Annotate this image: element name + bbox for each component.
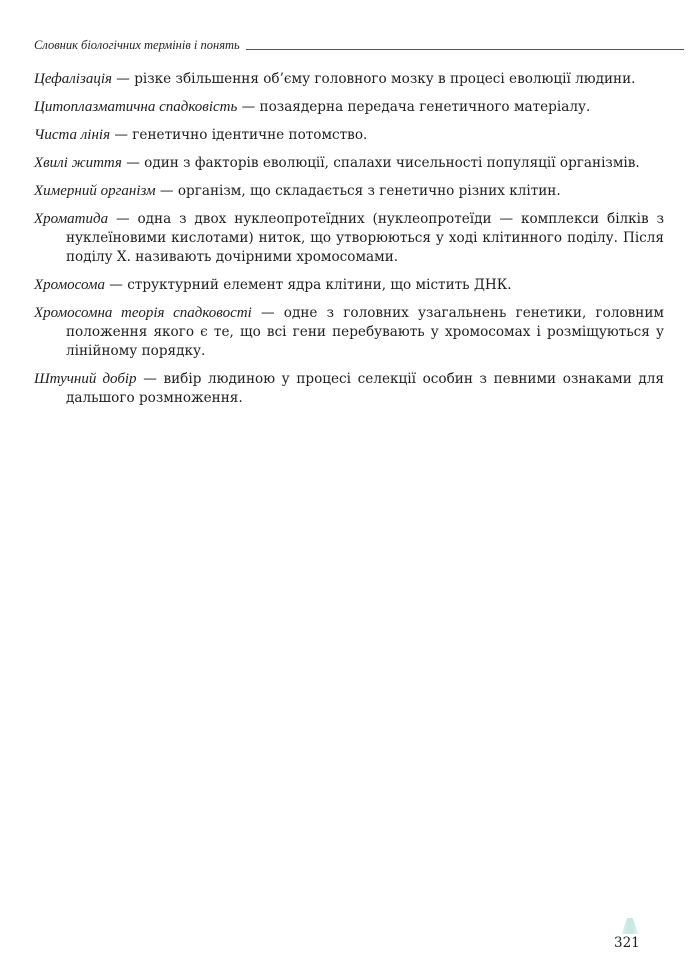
glossary-term: Чиста лінія xyxy=(34,127,111,143)
glossary-entry xyxy=(34,126,664,145)
glossary-entry xyxy=(34,210,664,267)
glossary-term: Цитоплазматична спадковість xyxy=(34,99,238,115)
glossary-term: Химерний організм xyxy=(34,183,156,199)
glossary-entry xyxy=(34,70,664,89)
glossary-term: Штучний добір xyxy=(34,371,137,387)
glossary-term: Хроматида xyxy=(34,211,109,227)
glossary-entry xyxy=(34,276,664,295)
glossary-definition: — одне з головних узагальнень генетики, головним положення якого є те, що всі гени перебувають у хромосомах і розміщуються у лінійному порядку. xyxy=(66,305,664,359)
glossary-term: Хвилі життя xyxy=(34,155,122,171)
glossary-entry xyxy=(34,98,664,117)
running-header-title: Словник біологічних термінів і понять xyxy=(34,38,240,52)
glossary-definition: — одна з двох нуклеопротеїдних (нуклеопротеїди — комплекси білків з нуклеїновими кислотами) ниток, що утворюються у ході клітинного поділу. Після поділу Х. називають дочірними хромосомами. xyxy=(66,211,664,265)
glossary-list xyxy=(34,70,664,417)
page-number: 321 xyxy=(614,935,640,951)
glossary-entry xyxy=(34,182,664,201)
glossary-term: Цефалізація xyxy=(34,71,112,87)
glossary-definition: — різке збільшення об’єму головного мозку в процесі еволюції людини. xyxy=(111,71,636,87)
header-rule xyxy=(246,49,684,50)
glossary-definition: — один з факторів еволюції, спалахи чисельності популяції організмів. xyxy=(121,155,640,171)
glossary-entry xyxy=(34,154,664,173)
page-corner-tab xyxy=(616,918,644,934)
glossary-definition: — вибір людиною у процесі селекції особин з певними ознаками для дальшого розмноження. xyxy=(66,371,664,406)
glossary-definition: — генетично ідентичне потомство. xyxy=(110,127,368,143)
glossary-term: Хромосомна теорія спадковості xyxy=(34,305,252,321)
glossary-entry xyxy=(34,370,664,408)
glossary-definition: — позаядерна передача генетичного матеріалу. xyxy=(237,99,591,115)
glossary-entry xyxy=(34,304,664,361)
running-header xyxy=(34,38,684,53)
glossary-definition: — структурний елемент ядра клітини, що містить ДНК. xyxy=(104,277,512,293)
glossary-definition: — організм, що складається з генетично різних клітин. xyxy=(155,183,561,199)
glossary-term: Хромосома xyxy=(34,277,105,293)
